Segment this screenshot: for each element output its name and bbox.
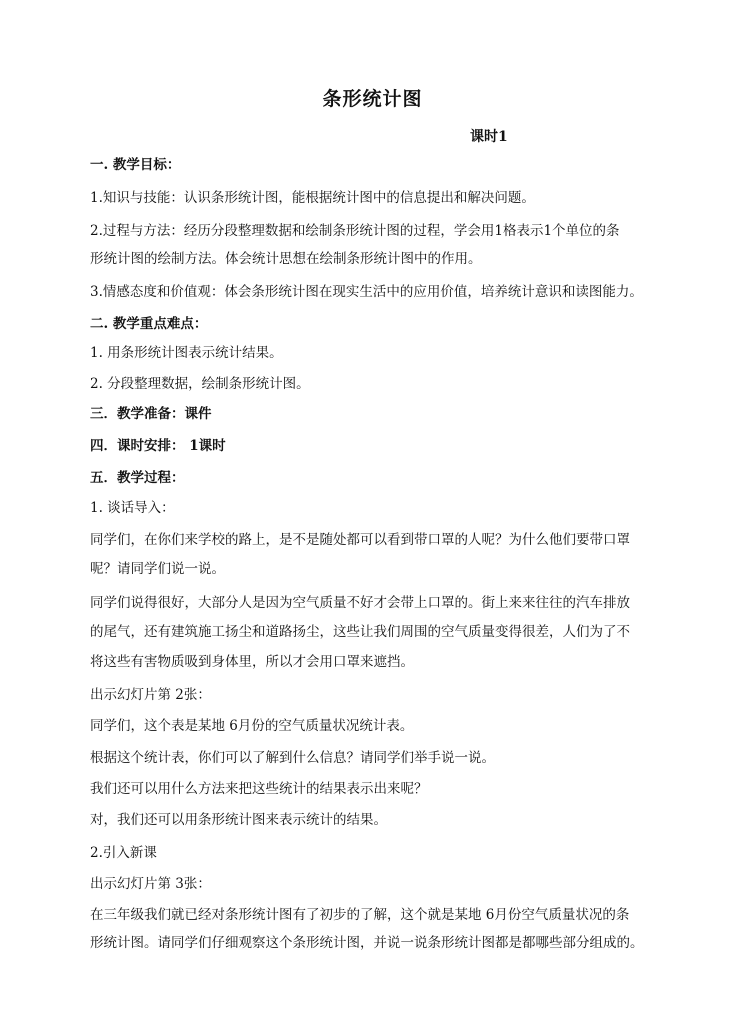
section-heading: 五．教学过程： (90, 470, 185, 486)
body-text-line: 的尾气，还有建筑施工扬尘和道路扬尘，这些让我们周围的空气质量变得很差，人们为了不 (90, 624, 630, 640)
body-text-line: 对，我们还可以用条形统计图来表示统计的结果。 (90, 812, 387, 828)
body-text-line: 1. 谈话导入： (90, 500, 175, 516)
body-text-line: 同学们，这个表是某地 6月份的空气质量状况统计表。 (90, 718, 414, 734)
section-heading: 三．教学准备：课件 (90, 406, 212, 422)
section-heading: 四．课时安排： 1课时 (90, 438, 226, 454)
body-text-line: 2.过程与方法：经历分段整理数据和绘制条形统计图的过程，学会用1格表示1个单位的条 (90, 223, 620, 239)
document-title: 条形统计图 (322, 88, 423, 110)
body-text-line: 出示幻灯片第 2张： (90, 687, 211, 703)
body-text-line: 形统计图的绘制方法。体会统计思想在绘制条形统计图中的作用。 (90, 251, 482, 267)
body-text-line: 1.知识与技能：认识条形统计图，能根据统计图中的信息提出和解决问题。 (90, 190, 535, 206)
body-text-line: 出示幻灯片第 3张： (90, 876, 211, 892)
body-text-line: 根据这个统计表，你们可以了解到什么信息？请同学们举手说一说。 (90, 750, 495, 766)
body-text-line: 同学们说得很好，大部分人是因为空气质量不好才会带上口罩的。街上来来往往的汽车排放 (90, 595, 630, 611)
body-text-line: 形统计图。请同学们仔细观察这个条形统计图，并说一说条形统计图都是都哪些部分组成的。 (90, 935, 644, 951)
body-text-line: 在三年级我们就已经对条形统计图有了初步的了解，这个就是某地 6月份空气质量状况的条 (90, 907, 630, 923)
body-text-line: 将这些有害物质吸到身体里，所以才会用口罩来遮挡。 (90, 654, 414, 670)
body-text-line: 2.引入新课 (90, 845, 157, 861)
body-text-line: 2. 分段整理数据，绘制条形统计图。 (90, 376, 310, 392)
body-text-line: 3.情感态度和价值观：体会条形统计图在现实生活中的应用价值，培养统计意识和读图能力。 (90, 284, 643, 300)
body-text-line: 1. 用条形统计图表示统计结果。 (90, 345, 283, 361)
body-text-line: 我们还可以用什么方法来把这些统计的结果表示出来呢？ (90, 781, 428, 797)
body-text-line: 同学们，在你们来学校的路上，是不是随处都可以看到带口罩的人呢？为什么他们要带口罩 (90, 532, 630, 548)
section-heading: 一. 教学目标： (90, 157, 181, 173)
body-text-line: 呢？请同学们说一说。 (90, 561, 225, 577)
lesson-label: 课时1 (470, 129, 508, 145)
section-heading: 二. 教学重点难点： (90, 316, 208, 332)
